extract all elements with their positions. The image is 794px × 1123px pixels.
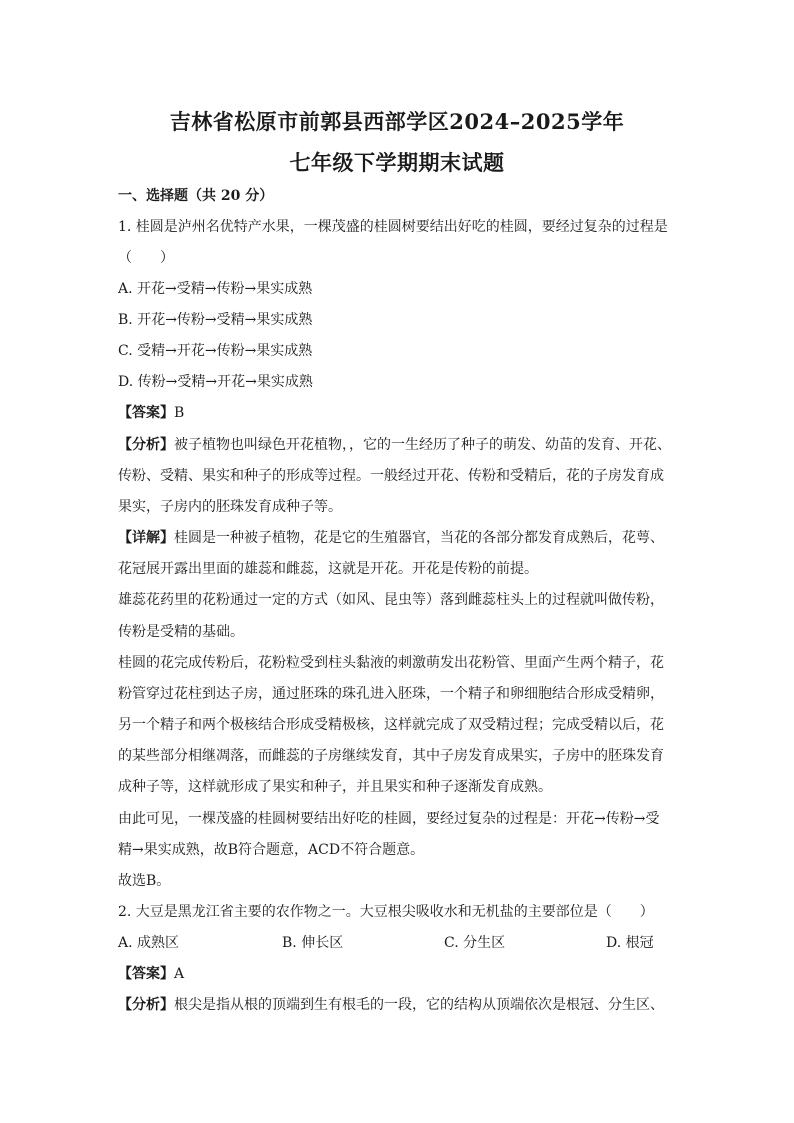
q1-detail-line9: 成种子等，这样就形成了果实和种子，并且果实和种子逐渐发育成熟。 — [118, 779, 552, 795]
q1-answer-label: 【答案】 — [118, 405, 174, 421]
q1-conclusion: 故选B。 — [118, 873, 171, 889]
q2-option-b: B. 伸长区 — [282, 935, 344, 951]
q1-detail-line1 — [118, 529, 664, 547]
q1-answer — [118, 404, 184, 422]
q1-analysis-line3: 果实，子房内的胚珠发育成种子等。 — [118, 499, 342, 515]
q1-option-b: B. 开花→传粉→受精→果实成熟 — [118, 312, 313, 328]
q1-detail-line6: 粉管穿过花柱到达子房，通过胚珠的珠孔进入胚珠，一个精子和卵细胞结合形成受精卵， — [118, 686, 664, 702]
q1-stem-line2: （ ） — [118, 250, 174, 266]
exam-title-line1: 吉林省松原市前郭县西部学区2024–2025学年 — [169, 109, 625, 134]
q2-option-c: C. 分生区 — [444, 935, 506, 951]
q1-detail-line8: 的某些部分相继凋落，而雌蕊的子房继续发育，其中子房发育成果实，子房中的胚珠发育 — [118, 748, 664, 764]
q2-stem: 2. 大豆是黑龙江省主要的农作物之一。大豆根尖吸收水和无机盐的主要部位是（ ） — [118, 904, 654, 920]
q1-detail-label: 【详解】 — [118, 530, 174, 546]
q1-detail-line11: 精→果实成熟，故B符合题意，ACD不符合题意。 — [118, 842, 425, 858]
q1-detail-line7: 另一个精子和两个极核结合形成受精极核，这样就完成了双受精过程；完成受精以后，花 — [118, 717, 664, 733]
q2-analysis-text1: 根尖是指从根的顶端到生有根毛的一段，它的结构从顶端依次是根冠、分生区、 — [174, 997, 664, 1013]
q2-answer — [118, 965, 184, 983]
q1-detail-text1: 桂圆是一种被子植物，花是它的生殖器官，当花的各部分都发育成熟后，花萼、 — [174, 530, 664, 546]
q1-analysis-line1 — [118, 436, 671, 454]
q2-option-d: D. 根冠 — [606, 935, 654, 951]
q1-analysis-text1: 被子植物也叫绿色开花植物，，它的一生经历了种子的萌发、幼苗的发育、开花、 — [174, 437, 671, 453]
q1-detail-line3: 雄蕊花药里的花粉通过一定的方式（如风、昆虫等）落到雌蕊柱头上的过程就叫做传粉， — [118, 592, 664, 608]
q1-answer-value: B — [174, 405, 185, 421]
q2-answer-value: A — [174, 966, 185, 982]
q1-detail-line2: 花冠展开露出里面的雄蕊和雌蕊，这就是开花。开花是传粉的前提。 — [118, 561, 538, 577]
q2-answer-label: 【答案】 — [118, 966, 174, 982]
exam-title-line2: 七年级下学期期末试题 — [289, 150, 505, 175]
q1-detail-line5: 桂圆的花完成传粉后，花粉粒受到柱头黏液的刺激萌发出花粉管、里面产生两个精子，花 — [118, 655, 664, 671]
q1-stem-line1: 1. 桂圆是泸州名优特产水果，一棵茂盛的桂圆树要结出好吃的桂圆，要经过复杂的过程是 — [118, 219, 668, 235]
q1-option-d: D. 传粉→受精→开花→果实成熟 — [118, 374, 313, 390]
q2-option-a: A. 成熟区 — [118, 935, 180, 951]
q1-analysis-line2: 传粉、受精、果实和种子的形成等过程。一般经过开花、传粉和受精后，花的子房发育成 — [118, 468, 664, 484]
q1-analysis-label: 【分析】 — [118, 437, 174, 453]
section-heading: 一、选择题（共 20 分） — [118, 188, 274, 204]
q1-option-c: C. 受精→开花→传粉→果实成熟 — [118, 343, 313, 359]
q1-detail-line10: 由此可见，一棵茂盛的桂圆树要结出好吃的桂圆，要经过复杂的过程是：开花→传粉→受 — [118, 811, 660, 827]
q1-detail-line4: 传粉是受精的基础。 — [118, 624, 244, 640]
q2-analysis-line1 — [118, 996, 664, 1014]
q1-option-a: A. 开花→受精→传粉→果实成熟 — [118, 281, 313, 297]
q2-analysis-label: 【分析】 — [118, 997, 174, 1013]
